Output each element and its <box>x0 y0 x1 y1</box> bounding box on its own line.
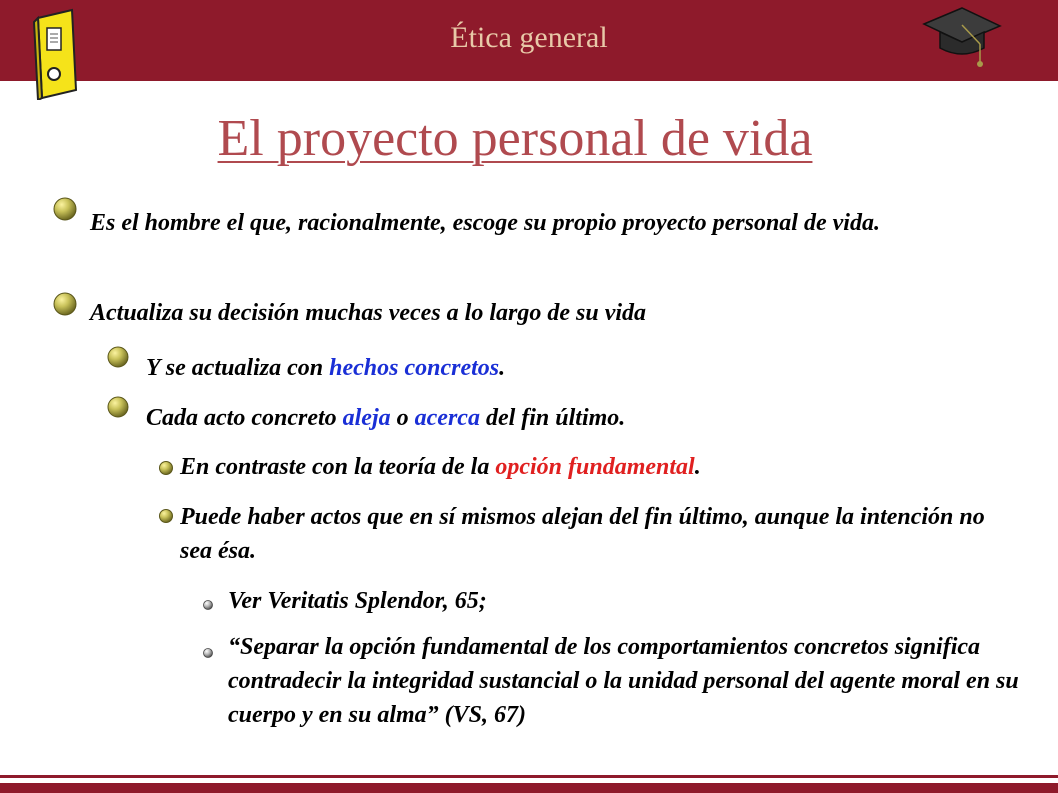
bullet-sphere-icon <box>52 291 78 317</box>
bullet-4 <box>146 401 1026 435</box>
footer-rule <box>0 775 1058 778</box>
bullet-4-post: del fin último. <box>479 405 626 431</box>
bullet-3-highlight: hechos concretos <box>329 355 500 381</box>
bullet-5-post: . <box>694 454 701 480</box>
slide-title: El proyecto personal de vida <box>217 110 813 167</box>
bullet-3-pre: Y se actualiza con <box>146 355 330 381</box>
bullet-4-mid: o <box>390 405 415 431</box>
bullet-5 <box>180 450 1040 484</box>
bullet-sphere-icon <box>106 395 130 419</box>
bullet-4-highlight-acerca: acerca <box>414 405 480 431</box>
bullet-3 <box>146 351 1026 385</box>
bullet-5-pre: En contraste con la teoría de la <box>180 454 496 480</box>
bullet-sphere-icon <box>158 508 174 524</box>
bullet-sphere-icon <box>52 196 78 222</box>
bullet-4-highlight-aleja: aleja <box>342 405 391 431</box>
footer-bar <box>0 783 1058 793</box>
bullet-4-pre: Cada acto concreto <box>146 405 343 431</box>
bullet-sphere-icon <box>202 599 214 611</box>
bullet-sphere-icon <box>106 345 130 369</box>
bullet-7: Ver Veritatis Splendor, 65; <box>228 588 487 614</box>
bullet-sphere-icon <box>158 460 174 476</box>
bullet-2: Actualiza su decisión muchas veces a lo largo de su vida <box>90 300 647 326</box>
bullet-1: Es el hombre el que, racionalmente, escoge su propio proyecto personal de vida. <box>90 210 880 236</box>
bullet-8: “Separar la opción fundamental de los comportamientos concretos significa contradecir la integridad sustancial o la unidad personal del agente moral en su cuerpo y en su alma” (VS, 67) <box>228 634 1019 728</box>
graduation-cap-icon <box>922 6 1002 72</box>
binder-icon <box>32 8 80 100</box>
bullet-6: Puede haber actos que en sí mismos alejan del fin último, aunque la intención no sea ésa. <box>180 504 985 564</box>
bullet-3-post: . <box>499 355 506 381</box>
bullet-sphere-icon <box>202 647 214 659</box>
bullet-5-highlight: opción fundamental <box>495 454 695 480</box>
header-title: Ética general <box>450 21 608 54</box>
